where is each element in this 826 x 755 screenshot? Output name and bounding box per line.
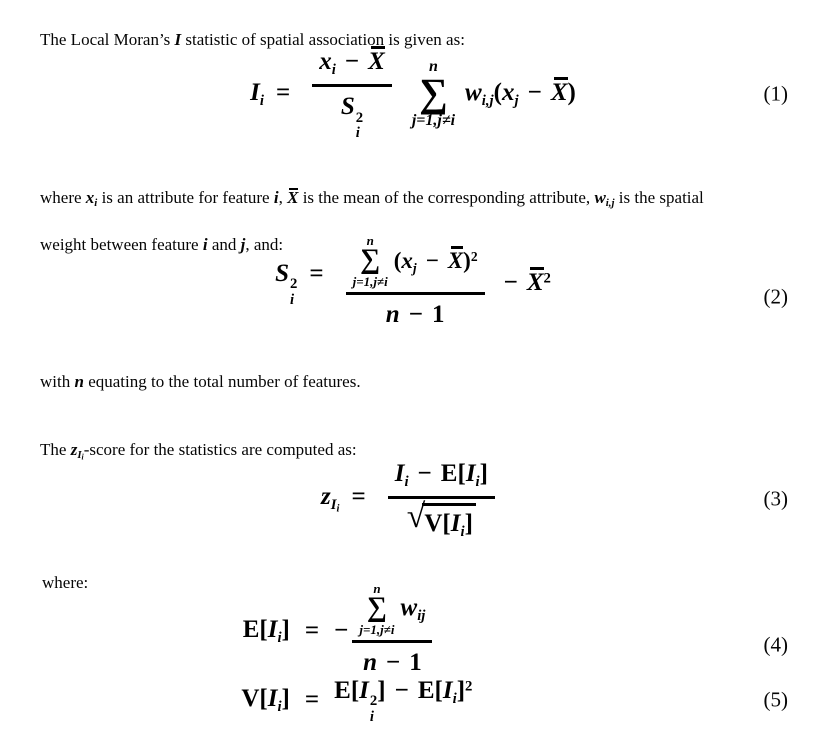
equation-2: [0, 230, 826, 336]
radical-symbol: √: [406, 497, 426, 535]
equation-5-math: [162, 675, 664, 725]
math-token: S: [340, 93, 355, 121]
right-paren: ): [463, 247, 471, 273]
text: is the mean of the corresponding attribute,: [298, 188, 595, 207]
math-token: i: [452, 690, 457, 707]
text: equating to the total number of features.: [83, 372, 361, 391]
math-token: I: [267, 684, 278, 712]
math-token-xbar: X: [368, 48, 385, 76]
math-token: 1: [431, 301, 445, 329]
math-token: w: [400, 594, 418, 622]
math-token: 1: [409, 649, 422, 677]
eq2-tail: [495, 267, 551, 300]
math-token: V: [241, 684, 260, 712]
math-token: I: [394, 459, 405, 487]
math-token: i,j: [605, 197, 615, 210]
math-token: z: [321, 483, 331, 511]
sigma-symbol: ∑: [366, 592, 387, 624]
right-bracket: ]: [479, 459, 488, 487]
text: -score for the statistics are computed as:: [83, 440, 357, 459]
math-token: i: [331, 62, 336, 79]
math-token: [401, 592, 426, 626]
math-token: E: [417, 676, 435, 704]
math-token: i: [81, 452, 84, 462]
math-token: i: [460, 523, 465, 540]
math-token: i: [259, 92, 265, 109]
minus-sign: −: [503, 268, 518, 296]
right-bracket: ]: [464, 509, 473, 537]
summation-upper-limit: n: [366, 233, 374, 249]
left-paren: (: [493, 78, 502, 106]
math-token: [386, 299, 445, 332]
math-token: I: [267, 615, 278, 643]
summation-lower-limit: j=1,j≠i: [359, 622, 395, 638]
math-token: i: [94, 197, 98, 210]
math-token: V: [424, 509, 443, 537]
text: The: [40, 440, 71, 459]
math-token: z: [70, 440, 78, 459]
left-bracket: [: [259, 684, 268, 712]
summation: [412, 59, 455, 129]
math-token: [331, 497, 340, 513]
math-token: I: [465, 459, 476, 487]
summation-upper-limit: n: [373, 581, 381, 597]
equation-3-math: [321, 458, 505, 540]
fraction: [312, 46, 392, 141]
fraction-denominator: [312, 84, 392, 141]
fraction-numerator: [352, 582, 432, 640]
text: is the spatial: [614, 188, 704, 207]
math-token: I: [174, 30, 182, 49]
math-token: x: [401, 247, 413, 273]
fraction: [388, 458, 495, 540]
math-token: [243, 614, 290, 648]
math-token: j: [240, 235, 246, 255]
equation-3: [0, 456, 826, 542]
fraction-numerator: [388, 458, 495, 496]
math-token: i: [277, 629, 282, 646]
math-token: 2: [289, 276, 298, 293]
eq2-lhs: [275, 258, 336, 308]
equation-5: [0, 676, 826, 725]
math-token: I: [442, 676, 453, 704]
math-token-xbar: X: [447, 247, 464, 273]
math-token: [334, 675, 472, 725]
fraction: [352, 582, 432, 679]
summation: [359, 582, 394, 636]
math-token: 2: [465, 678, 473, 695]
math-token: E: [440, 459, 458, 487]
math-token: i: [369, 708, 374, 725]
minus-sign: −: [334, 616, 349, 644]
text: where: [40, 188, 86, 207]
math-token: E: [334, 676, 351, 704]
minus-sign: −: [417, 459, 432, 487]
math-token-xbar: X: [550, 78, 568, 106]
fraction-denominator: [346, 292, 485, 332]
minus-sign: −: [344, 48, 360, 76]
eq5-rhs: [334, 675, 664, 725]
right-bracket: ]: [281, 615, 290, 643]
equation-number-3: (3): [763, 486, 788, 511]
equation-number-4: (4): [763, 632, 788, 657]
math-token: i,j: [481, 92, 494, 109]
equals-sign: =: [309, 259, 324, 287]
fraction-numerator: [312, 46, 392, 84]
eq1-rhs: [465, 77, 576, 111]
math-token: j: [412, 260, 417, 276]
sigma-symbol: ∑: [360, 244, 381, 276]
minus-sign: −: [527, 78, 542, 106]
minus-sign: −: [394, 676, 409, 704]
eq3-lhs: [321, 481, 378, 516]
text: and: [207, 235, 241, 255]
math-token: i: [273, 188, 279, 207]
minus-sign: −: [385, 649, 401, 677]
summation: [353, 234, 388, 288]
math-token: 2: [470, 248, 478, 264]
math-token: n: [385, 301, 400, 329]
text: ,: [278, 188, 288, 207]
equation-1-math: [250, 46, 576, 141]
equation-number-2: (2): [763, 284, 788, 309]
right-bracket: ]: [377, 676, 386, 704]
equation-4-math: [162, 582, 664, 679]
math-token: i: [277, 698, 282, 715]
radicand: [422, 503, 476, 540]
left-bracket: [: [350, 676, 360, 704]
eq1-lhs: [250, 77, 302, 111]
math-token: [241, 683, 290, 717]
right-bracket: ]: [456, 676, 466, 704]
right-paren: ): [567, 78, 576, 106]
summation-upper-limit: n: [428, 58, 438, 76]
minus-sign: −: [408, 301, 423, 329]
math-token: i: [355, 125, 360, 142]
math-token: S: [275, 259, 289, 287]
left-bracket: [: [442, 509, 451, 537]
math-token: x: [319, 48, 332, 76]
math-token: i: [475, 473, 480, 490]
math-token: 2: [355, 109, 364, 126]
text: where:: [42, 573, 89, 592]
equals-sign: =: [276, 78, 291, 106]
math-token-xbar: X: [287, 188, 299, 207]
math-token: I: [450, 509, 461, 537]
left-paren: (: [393, 247, 402, 273]
math-token: x: [501, 78, 515, 106]
equation-2-math: [275, 234, 551, 331]
n-note-paragraph: [40, 372, 361, 392]
math-token: i: [289, 291, 295, 308]
equals-sign: =: [351, 483, 366, 511]
text: , and:: [245, 235, 284, 255]
sigma-symbol: ∑: [419, 70, 448, 116]
math-token: i: [336, 503, 340, 515]
math-token: [394, 246, 478, 277]
fraction-denominator: [388, 496, 495, 540]
eq5-lhs: [162, 683, 290, 717]
math-token: [395, 458, 488, 492]
math-token: [319, 46, 385, 80]
math-token: I: [77, 449, 82, 462]
math-token: 2: [543, 270, 551, 287]
sub-sup-stack: [356, 111, 363, 142]
math-token: I: [250, 78, 260, 106]
math-token: n: [74, 372, 84, 391]
equation-number-1: (1): [763, 81, 788, 106]
text: is an attribute for feature: [97, 188, 274, 207]
math-token: w: [594, 188, 606, 207]
math-token: n: [363, 649, 377, 677]
fraction-numerator: [346, 234, 485, 292]
text: The Local Moran’s: [40, 30, 175, 49]
equals-sign: =: [304, 686, 320, 713]
text: with: [40, 372, 75, 391]
summation-lower-limit: j=1,j≠i: [352, 274, 388, 290]
fraction: [346, 234, 485, 331]
math-token: ij: [417, 608, 426, 625]
eq4-lhs: [162, 614, 290, 648]
sub-sup-stack: [290, 277, 297, 308]
text: weight between feature: [40, 235, 203, 255]
equation-number-5: (5): [763, 687, 788, 712]
math-token: i: [202, 235, 208, 255]
summation-lower-limit: j=1,j≠i: [411, 111, 456, 129]
equation-1: [0, 48, 826, 140]
math-token: j: [514, 92, 519, 109]
left-bracket: [: [457, 459, 466, 487]
square-root: [406, 497, 476, 540]
math-token: 2: [369, 693, 378, 710]
math-token: i: [404, 473, 409, 490]
right-bracket: ]: [281, 684, 290, 712]
math-token: I: [359, 676, 369, 704]
math-token-xbar: X: [526, 268, 544, 296]
math-token: x: [85, 188, 95, 207]
eq4-rhs: [334, 582, 664, 679]
math-token: w: [465, 78, 482, 106]
text: statistic of spatial association is given as:: [181, 30, 465, 49]
math-token: E: [242, 615, 260, 643]
math-token: I: [330, 497, 337, 514]
minus-sign: −: [425, 247, 439, 273]
equals-sign: =: [304, 617, 320, 644]
left-bracket: [: [259, 615, 268, 643]
left-bracket: [: [434, 676, 443, 704]
math-token: [341, 91, 363, 141]
fraction-denominator: [352, 640, 432, 680]
